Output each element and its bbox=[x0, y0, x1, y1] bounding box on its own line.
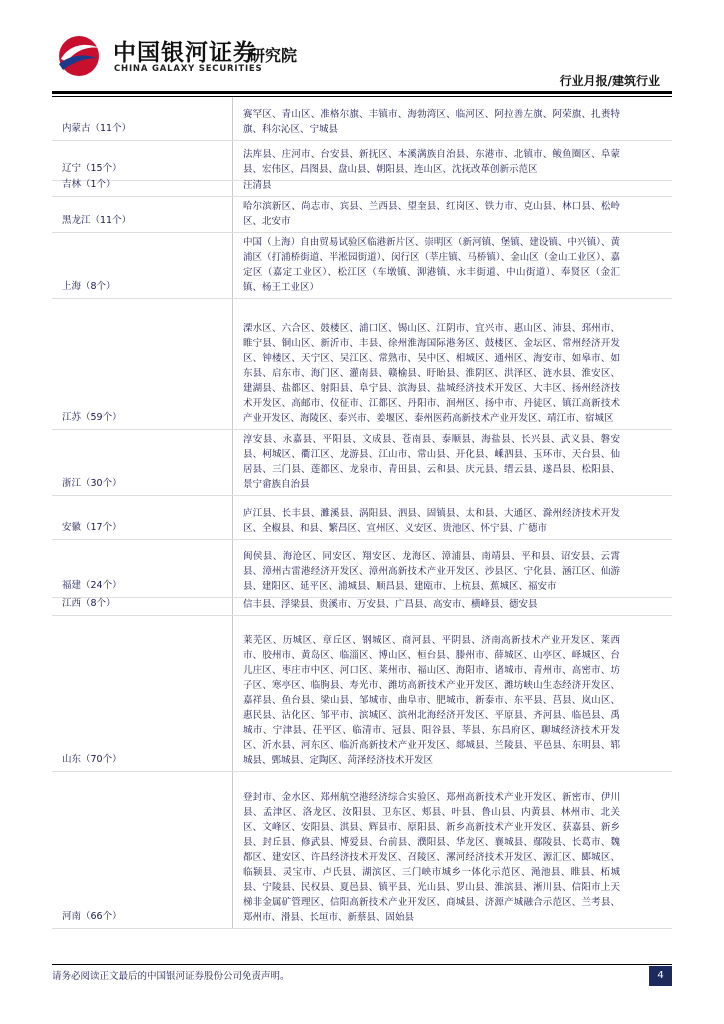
province-cell: 江苏（59个） bbox=[62, 412, 122, 423]
header-rule-thick bbox=[52, 91, 672, 94]
table-row bbox=[52, 615, 672, 772]
areas-cell: 哈尔滨新区、尚志市、宾县、兰西县、望奎县、红岗区、铁力市、克山县、林口县、松岭区、北安市 bbox=[243, 201, 620, 227]
footer-disclaimer: 请务必阅读正文最后的中国银河证券股份公司免责声明。 bbox=[52, 971, 290, 982]
table-row bbox=[52, 298, 672, 430]
areas-cell: 庐江县、长丰县、濉溪县、涡阳县、泗县、固镇县、太和县、大通区、滁州经济技术开发区、全椒县、和县、繁昌区、宣州区、义安区、贵池区、怀宁县、广德市 bbox=[243, 508, 620, 534]
table-row bbox=[52, 495, 672, 540]
areas-cell: 溧水区、六合区、鼓楼区、浦口区、锡山区、江阴市、宜兴市、惠山区、沛县、邳州市、睢宁县、铜山区、新沂市、丰县、徐州淮海国际港务区、鼓楼区、金坛区、常州经济开发区、钟楼区、天宁区、吴江区、常熟市、吴中区、相城区、通州区、海安市、如皋市、如东县、启东市、海门区、灌南县、赣榆县、盱眙县、淮阴区、洪泽区、涟水县、淮安区、建湖县、盐都区、射阳县、阜宁县、滨海县、盐城经济技术开发区、大丰区、扬州经济技术开发区、高邮市、仪征市、江都区、丹阳市、润州区、扬中市、丹徒区、镇江高新技术产业开发区、海陵区、泰兴市、姜堰区、泰州医药高新技术产业开发区、靖江市、宿城区 bbox=[243, 323, 620, 424]
page-number: 4 bbox=[649, 966, 672, 986]
province-cell: 山东（70个） bbox=[62, 754, 122, 765]
areas-cell: 中国（上海）自由贸易试验区临港新片区、崇明区（新河镇、堡镇、建设镇、中兴镇）、黄浦区（打浦桥街道、半淞园街道）、闵行区（莘庄镇、马桥镇）、金山区（金山工业区）、嘉定区（嘉定工业区）、松江区（车墩镇、泖港镇、永丰街道、中山街道）、奉贤区（金汇镇、杨王工业区） bbox=[243, 237, 620, 293]
province-cell: 河南（66个） bbox=[62, 911, 122, 922]
areas-cell: 淳安县、永嘉县、平阳县、文成县、苍南县、泰顺县、海盐县、长兴县、武义县、磐安县、柯城区、衢江区、龙游县、江山市、常山县、开化县、嵊泗县、玉环市、天台县、仙居县、三门县、莲都区、龙泉市、青田县、云和县、庆元县、缙云县、遂昌县、松阳县、景宁畲族自治县 bbox=[243, 434, 620, 490]
areas-cell: 信丰县、浮梁县、贵溪市、万安县、广昌县、高安市、横峰县、德安县 bbox=[243, 599, 538, 610]
company-name-en: CHINA GALAXY SECURITIES bbox=[114, 64, 263, 74]
province-cell: 辽宁（15个） bbox=[62, 163, 122, 174]
galaxy-logo-icon bbox=[55, 34, 103, 78]
table-row bbox=[52, 97, 672, 141]
areas-cell: 莱芜区、历城区、章丘区、钢城区、商河县、平阴县、济南高新技术产业开发区、莱西市、胶州市、黄岛区、临淄区、博山区、桓台县、滕州市、薛城区、山亭区、峄城区、台儿庄区、枣庄市中区、河口区、莱州市、福山区、海阳市、诸城市、青州市、高密市、坊子区、寒亭区、临朐县、寿光市、潍坊高新技术产业开发区、潍坊峡山生态经济开发区、嘉祥县、鱼台县、梁山县、邹城市、曲阜市、肥城市、新泰市、东平县、莒县、岚山区、惠民县、沾化区、邹平市、滨城区、滨州北海经济开发区、平原县、齐河县、临邑县、禹城市、宁津县、茌平区、临清市、冠县、阳谷县、莘县、东昌府区、聊城经济技术开发区、沂水县、河东区、临沂高新技术产业开发区、郯城县、兰陵县、平邑县、东明县、郓城县、鄄城县、定陶区、菏泽经济技术开发区 bbox=[243, 635, 620, 766]
table-row bbox=[52, 429, 672, 496]
areas-cell: 登封市、金水区、郑州航空港经济综合实验区、郑州高新技术产业开发区、新密市、伊川县、孟津区、洛龙区、汝阳县、卫东区、郏县、叶县、鲁山县、内黄县、林州市、北关区、文峰区、安阳县、淇县、辉县市、原阳县、新乡高新技术产业开发区、获嘉县、新乡县、封丘县、修武县、博爱县、台前县、濮阳县、华龙区、襄城县、鄢陵县、长葛市、魏都区、建安区、许昌经济技术开发区、召陵区、漯河经济技术开发区、源汇区、郾城区、临颍县、灵宝市、卢氏县、湖滨区、三门峡市城乡一体化示范区、渑池县、睢县、柘城县、宁陵县、民权县、夏邑县、镇平县、光山县、罗山县、淮滨县、淅川县、信阳市上天梯非金属矿管理区、信阳高新技术产业开发区、商城县、济源产城融合示范区、兰考县、郑州市、滑县、长垣市、新蔡县、固始县 bbox=[243, 792, 620, 923]
province-cell: 江西（8个） bbox=[62, 598, 116, 609]
areas-cell: 闽侯县、海沧区、同安区、翔安区、龙海区、漳浦县、南靖县、平和县、诏安县、云霄县、漳州古雷港经济开发区、漳州高新技术产业开发区、沙县区、宁化县、涵江区、仙游县、建阳区、延平区、浦城县、顺昌县、建瓯市、上杭县、蕉城区、福安市 bbox=[243, 551, 620, 592]
province-cell: 浙江（30个） bbox=[62, 478, 122, 489]
province-cell: 安徽（17个） bbox=[62, 522, 122, 533]
province-cell: 福建（24个） bbox=[62, 580, 122, 591]
areas-cell: 法库县、庄河市、台安县、新抚区、本溪满族自治县、东港市、北镇市、鲅鱼圈区、阜蒙县、宏伟区、昌图县、盘山县、朝阳县、连山区、沈抚改革创新示范区 bbox=[243, 149, 620, 175]
province-cell: 黑龙江（11个） bbox=[62, 215, 132, 226]
table-row bbox=[52, 771, 672, 929]
province-cell: 吉林（1个） bbox=[62, 179, 116, 190]
table-row bbox=[52, 539, 672, 598]
table-row bbox=[52, 140, 672, 181]
institute-label: 研究院 bbox=[249, 46, 298, 65]
areas-cell: 赛罕区、青山区、准格尔旗、丰镇市、海勃湾区、临河区、阿拉善左旗、阿荣旗、扎赉特旗、科尔沁区、宁城县 bbox=[243, 109, 620, 135]
report-type: 行业月报/建筑行业 bbox=[559, 74, 660, 88]
table-row bbox=[52, 180, 672, 197]
table-row bbox=[52, 196, 672, 233]
footer-rule bbox=[52, 964, 672, 965]
areas-cell: 汪清县 bbox=[243, 180, 272, 191]
table-row bbox=[52, 597, 672, 616]
table-row bbox=[52, 232, 672, 299]
province-cell: 内蒙古（11个） bbox=[62, 123, 132, 134]
province-cell: 上海（8个） bbox=[62, 281, 116, 292]
company-name-cn: 中国银河证券 bbox=[113, 40, 257, 66]
